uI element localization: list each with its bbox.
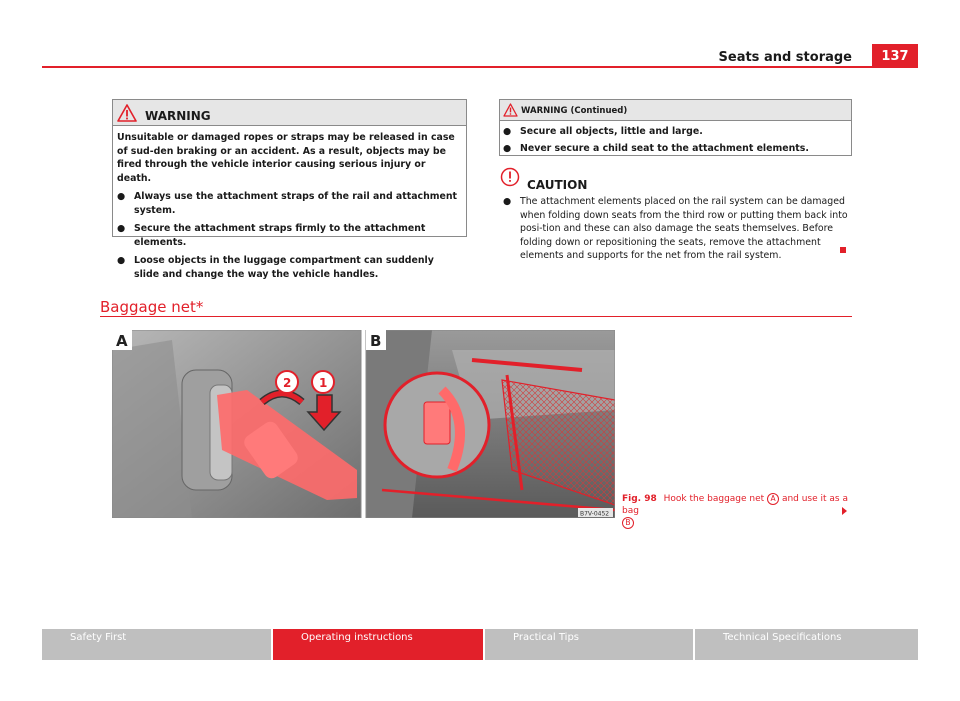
- caution-icon: [500, 167, 520, 187]
- caution-bullet: [503, 195, 853, 263]
- figure-caption-text: Hook the baggage net: [663, 494, 765, 504]
- warning-intro: Unsuitable or damaged ropes or straps may be released in case of sud-den braking or an accident. As a result, objects may be fired through the vehicle interior causing serious injury or death.: [117, 132, 455, 184]
- figure-number: Fig. 98: [622, 494, 657, 504]
- caution-title: CAUTION: [527, 178, 588, 192]
- figure-ref-b: B: [622, 517, 634, 529]
- bullet-icon: ●: [117, 223, 126, 234]
- caution-body: [503, 195, 853, 263]
- bullet-icon: ●: [503, 126, 512, 137]
- warning-bullet-text: Always use the attachment straps of the rail and attachment system.: [134, 191, 458, 216]
- bullet-icon: ●: [503, 142, 512, 154]
- panel-a-label: A: [116, 332, 128, 350]
- footer-tab-label: Technical Specifications: [723, 632, 842, 643]
- footer-tab-label: Safety First: [70, 632, 127, 643]
- warning-bullet-text: Loose objects in the luggage compartment can suddenly slide and change the way the vehicle handles.: [134, 255, 434, 280]
- footer-tab-operating-instructions[interactable]: [273, 629, 483, 660]
- bullet-icon: ●: [503, 196, 512, 207]
- bullet-icon: ●: [117, 191, 126, 202]
- footer-tab-technical-specifications[interactable]: [695, 629, 918, 660]
- figure-ref-a: A: [767, 493, 779, 505]
- warning-continued-title: WARNING (Continued): [521, 106, 628, 116]
- footer-tab-label: Practical Tips: [513, 632, 580, 643]
- warning-triangle-icon: [503, 103, 518, 117]
- warning-triangle-icon: [117, 104, 137, 122]
- header-rule: [42, 66, 918, 68]
- warning-title: WARNING: [145, 109, 211, 123]
- section-rule: [100, 316, 852, 317]
- figure-code: B7V-0452: [580, 510, 610, 518]
- warning-bullet: [503, 142, 848, 156]
- warning-bullet: [117, 190, 462, 217]
- figure-panel-a: [112, 330, 361, 518]
- callout-2: 2: [283, 376, 292, 390]
- continue-arrow-icon: [842, 507, 847, 515]
- section-title: Baggage net*: [100, 298, 204, 316]
- warning-body: [117, 131, 462, 281]
- page-number: 137: [881, 49, 909, 64]
- warning-bullet-text: Secure the attachment straps firmly to the attachment elements.: [134, 223, 426, 248]
- footer-tab-practical-tips[interactable]: [485, 629, 693, 660]
- warning-bullet-text: Never secure a child seat to the attachment elements.: [520, 142, 809, 154]
- figure-panel-b: [366, 330, 615, 518]
- warning-bullet: [117, 254, 462, 281]
- footer-tab-safety-first[interactable]: [42, 629, 271, 660]
- warning-bullet: [117, 222, 462, 249]
- section-end-marker: [840, 247, 846, 253]
- bullet-icon: ●: [117, 255, 126, 266]
- warning-bullet-text: Secure all objects, little and large.: [520, 126, 703, 137]
- callout-1: 1: [319, 376, 328, 390]
- figure-baggage-net: [112, 330, 615, 518]
- warning-continued-body: [503, 125, 848, 158]
- footer-tab-label: Operating instructions: [301, 632, 413, 643]
- running-header-title: Seats and storage: [718, 50, 852, 65]
- figure-caption: [622, 493, 852, 529]
- figure-caption-text: and use it as a bag: [622, 494, 848, 516]
- caution-text: The attachment elements placed on the rail system can be damaged when folding down seats from the third row or putting them back into posi-tion and these can also damage the seats themselves. Before folding down or repositioning the seats, remove the attachment elements and supports for the net from the rail system.: [520, 196, 848, 262]
- panel-b-label: B: [370, 332, 382, 350]
- warning-bullet: [503, 125, 848, 139]
